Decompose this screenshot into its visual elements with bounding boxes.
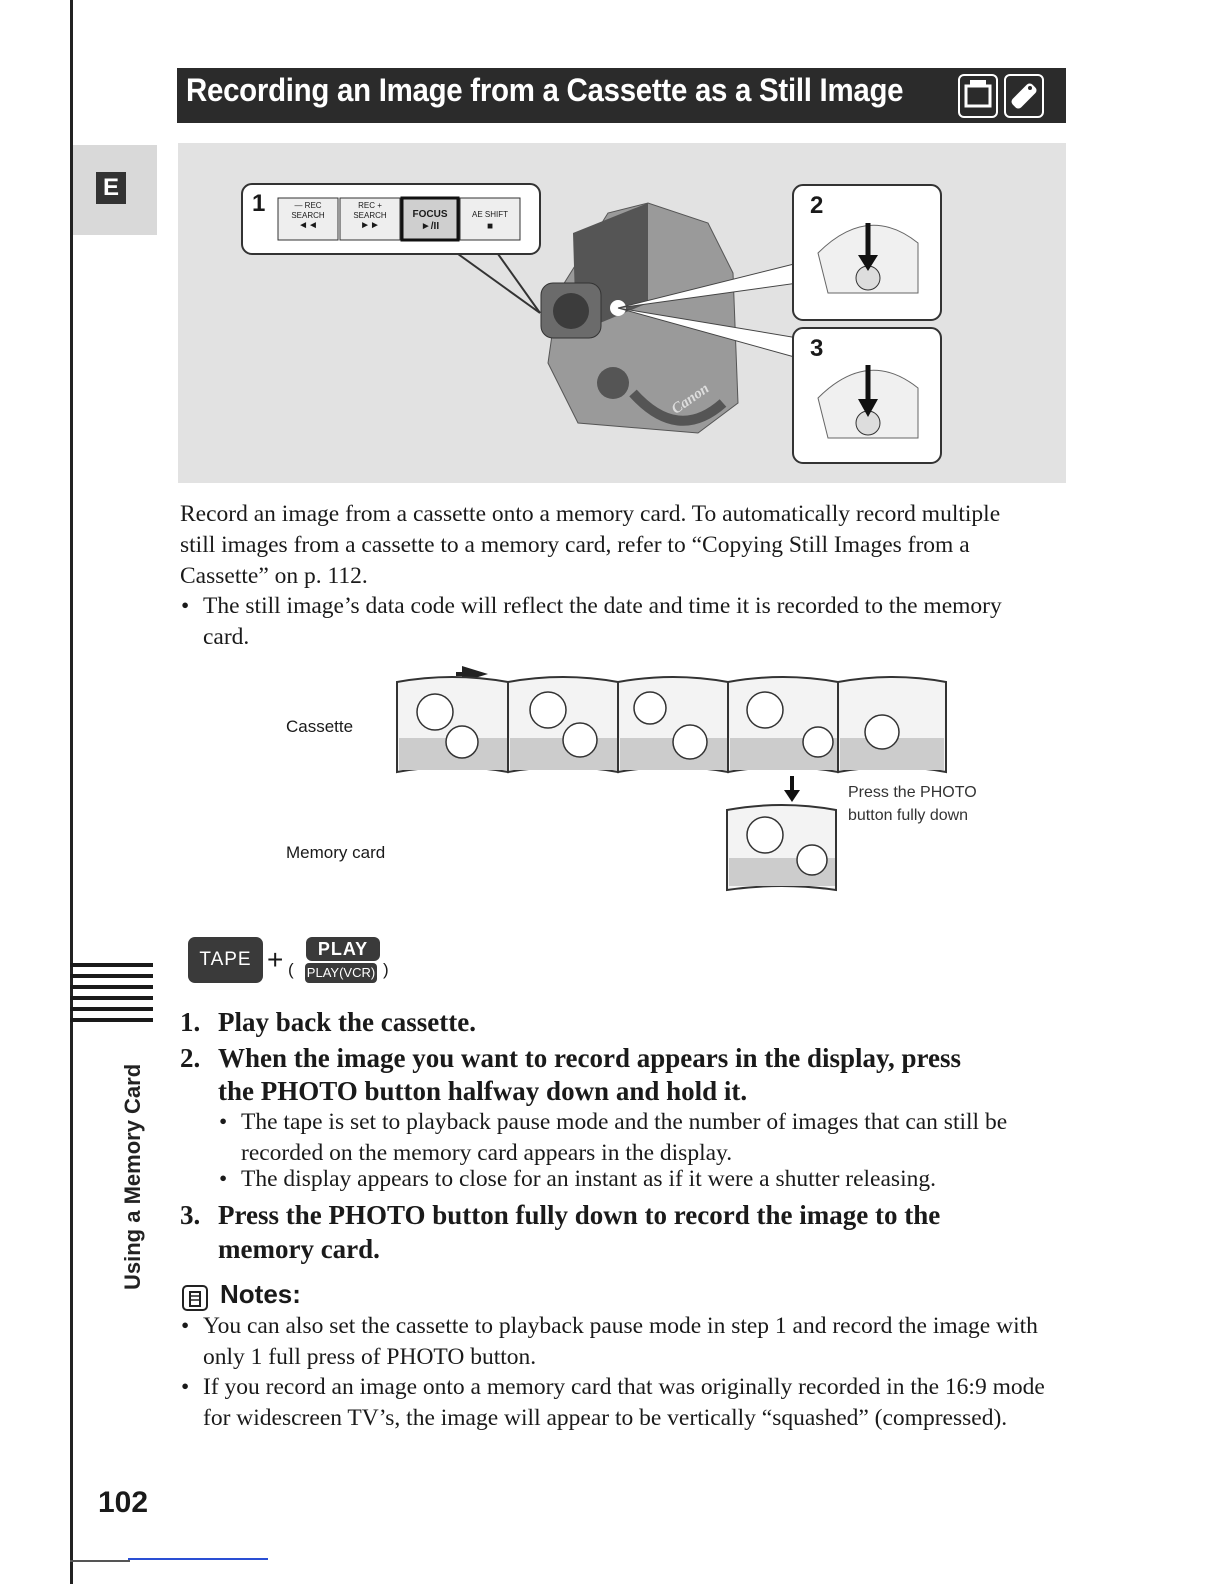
step-2-text-line2: the PHOTO button halfway down and hold it. [218, 1076, 748, 1106]
close-paren: ) [383, 960, 389, 979]
rec-search-back-button: — REC SEARCH ◄◄ [291, 201, 325, 231]
step-3-text-line2: memory card. [218, 1234, 380, 1264]
open-paren: ( [288, 960, 294, 979]
camcorder-illustration [178, 143, 1066, 483]
margin-rule [70, 0, 73, 1584]
step-1-number: 1. [180, 1007, 201, 1037]
cassette-label: Cassette [286, 717, 354, 736]
play-mode-badge: PLAY [306, 937, 380, 961]
intro-bullet: • The still image’s data code will reflect the date and time it is recorded to the memory card. [203, 591, 1043, 653]
memory-card-label: Memory card [286, 843, 386, 862]
step-2-number: 2. [180, 1043, 201, 1073]
note-item-1: • You can also set the cassette to playback pause mode in step 1 and record the image with only 1 full press of PHOTO button. [203, 1311, 1053, 1373]
camera-mode-icon [958, 74, 998, 118]
step-3-text-line1: Press the PHOTO button fully down to record the image to the [218, 1200, 941, 1230]
intro-paragraph: Record an image from a cassette onto a memory card. To automatically record multiple still images from a cassette to a memory card, refer to “Copying Still Images from a Cassette” on p. 112. [180, 501, 1001, 589]
brand-logo: Canon [668, 380, 713, 418]
step-2-bullet-1: • The tape is set to playback pause mode and the number of images that can still be recorded on the memory card appears in the display. [241, 1107, 1051, 1169]
callout-2: 2 [810, 192, 824, 219]
footer-rule [70, 1560, 130, 1562]
side-section-label: Using a Memory Card [120, 1063, 145, 1290]
section-letter: E [96, 172, 126, 204]
notes-heading: Notes: [220, 1279, 301, 1309]
ae-shift-stop-button: AE SHIFT ■ [471, 210, 508, 232]
step-2-bullet-2: • The display appears to close for an instant as if it were a shutter releasing. [241, 1164, 1051, 1195]
footer-link-rule [128, 1558, 268, 1560]
rec-search-forward-button: REC + SEARCH ►► [353, 201, 387, 231]
remote-control-icon [1004, 74, 1044, 118]
note-item-2: • If you record an image onto a memory card that was originally recorded in the 16:9 mode for widescreen TV’s, the image will appear to be vertically “squashed” (compressed). [203, 1372, 1053, 1434]
photo-button-note: Press the PHOTO button fully down [848, 784, 977, 824]
tape-mode-badge: TAPE [188, 937, 263, 983]
page-number: 102 [98, 1486, 149, 1519]
step-1-text: Play back the cassette. [218, 1007, 476, 1037]
callout-1: 1 [252, 190, 266, 217]
plus-sign: + [267, 944, 284, 975]
page-title: Recording an Image from a Cassette as a Still Image [186, 72, 904, 108]
callout-3: 3 [810, 335, 824, 362]
notes-icon [181, 1284, 211, 1312]
focus-play-pause-button: FOCUS ►/II [412, 209, 448, 232]
step-3-number: 3. [180, 1200, 201, 1230]
frame-strip-diagram [380, 660, 960, 900]
step-2-text-line1: When the image you want to record appears in the display, press [218, 1043, 962, 1073]
play-vcr-badge: PLAY(VCR) [305, 963, 377, 983]
